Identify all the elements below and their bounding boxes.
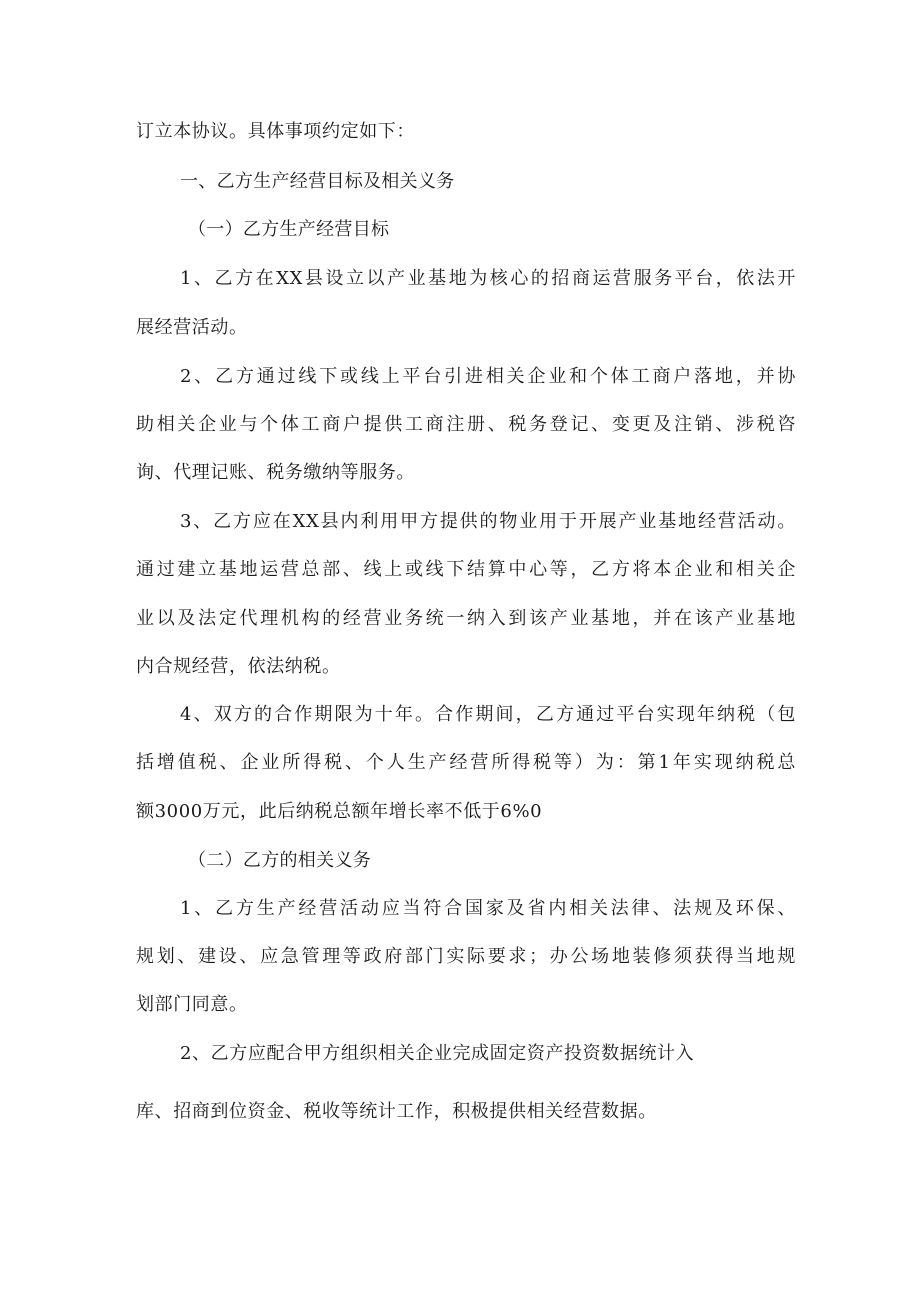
item-4-line-1: 4、双方的合作期限为十年。合作期间，乙方通过平台实现年纳税（包 xyxy=(180,704,796,725)
obligation-1-line-3: 划部门同意。 xyxy=(136,994,248,1015)
obligation-2-line-1: 2、乙方应配合甲方组织相关企业完成固定资产投资数据统计入 xyxy=(180,1043,695,1064)
item-1-line-1: 1、乙方在XX县设立以产业基地为核心的招商运营服务平台，依法开 xyxy=(180,268,796,289)
item-2-line-3: 询、代理记账、税务缴纳等服务。 xyxy=(136,462,415,483)
obligation-2-line-2: 库、招商到位资金、税收等统计工作，积极提供相关经营数据。 xyxy=(136,1101,657,1122)
item-2-line-1: 2、乙方通过线下或线上平台引进相关企业和个体工商户落地，并协 xyxy=(180,366,796,387)
item-1-line-2: 展经营活动。 xyxy=(136,317,248,338)
item-3-line-2: 通过建立基地运营总部、线上或线下结算中心等，乙方将本企业和相关企 xyxy=(136,559,796,580)
section-1-heading: 一、乙方生产经营目标及相关义务 xyxy=(180,171,455,192)
item-4-line-2: 括增值税、企业所得税、个人生产经营所得税等）为：第1年实现纳税总 xyxy=(136,752,796,773)
subsection-1-heading: （一）乙方生产经营目标 xyxy=(188,219,390,240)
obligation-1-line-1: 1、乙方生产经营活动应当符合国家及省内相关法律、法规及环保、 xyxy=(180,898,796,919)
item-2-line-2: 助相关企业与个体工商户提供工商注册、税务登记、变更及注销、涉税咨 xyxy=(136,414,796,435)
subsection-2-heading: （二）乙方的相关义务 xyxy=(188,850,371,871)
obligation-1-line-2: 规划、建设、应急管理等政府部门实际要求；办公场地装修须获得当地规 xyxy=(136,946,796,967)
intro-line: 订立本协议。具体事项约定如下： xyxy=(136,121,415,142)
item-4-line-3: 额3000万元，此后纳税总额年增长率不低于6%0 xyxy=(136,801,543,822)
item-3-line-1: 3、乙方应在XX县内利用甲方提供的物业用于开展产业基地经营活动。 xyxy=(180,511,796,532)
item-3-line-4: 内合规经营，依法纳税。 xyxy=(136,656,341,677)
item-3-line-3: 业以及法定代理机构的经营业务统一纳入到该产业基地，并在该产业基地 xyxy=(136,608,796,629)
